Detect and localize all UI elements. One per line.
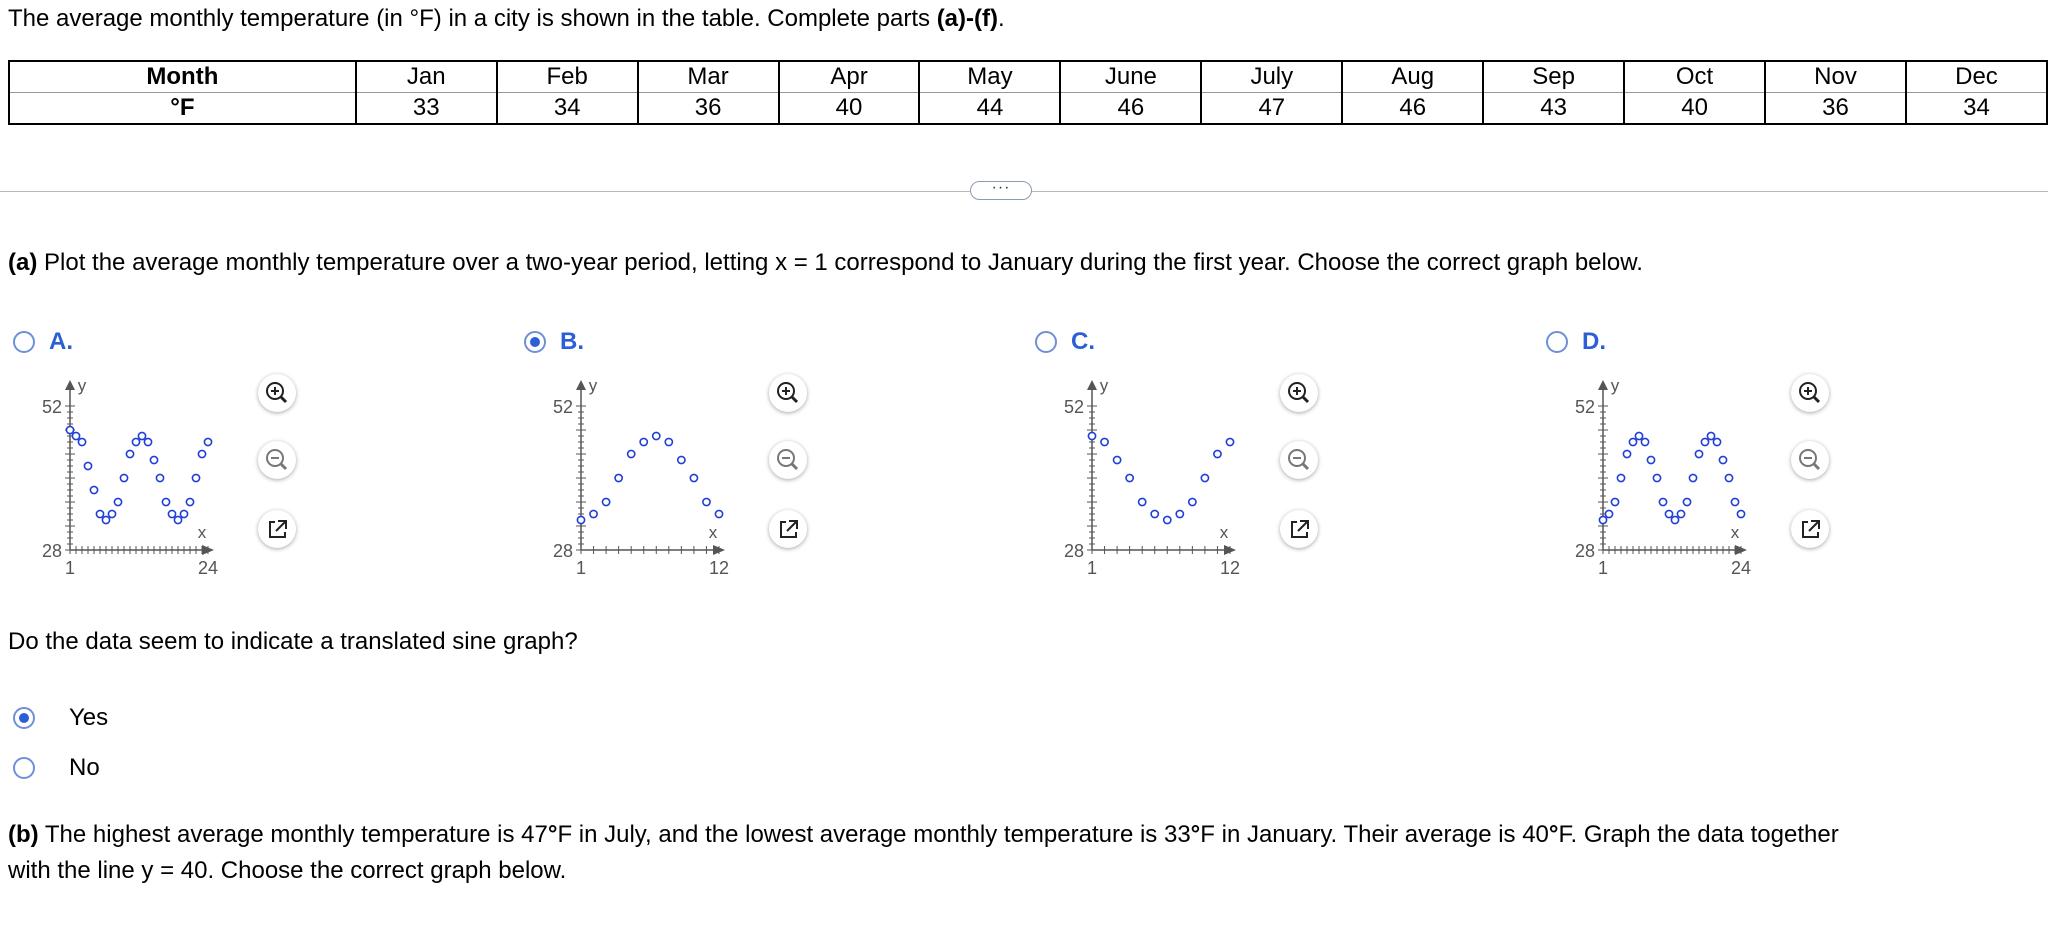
option-b-zoom-in-button[interactable] bbox=[769, 374, 807, 412]
data-point bbox=[1689, 474, 1696, 481]
y-axis-arrow bbox=[1598, 380, 1608, 390]
data-point bbox=[1164, 516, 1171, 523]
data-point bbox=[1725, 474, 1732, 481]
y-min-label: 28 bbox=[1574, 541, 1595, 561]
zoom-in-icon bbox=[1280, 374, 1318, 412]
data-point bbox=[1623, 450, 1630, 457]
option-a-graph bbox=[20, 370, 220, 580]
data-point bbox=[162, 498, 169, 505]
data-point bbox=[1695, 450, 1702, 457]
x-axis-name: x bbox=[1730, 523, 1740, 542]
data-point bbox=[602, 498, 609, 505]
y-axis-arrow bbox=[65, 380, 75, 390]
problem-intro bbox=[8, 4, 1005, 34]
data-point bbox=[150, 456, 157, 463]
option-c-zoom-in-button[interactable] bbox=[1280, 374, 1318, 412]
y-max-label: 52 bbox=[1574, 397, 1595, 417]
option-b-label[interactable]: B. bbox=[560, 328, 584, 355]
option-a-radio[interactable] bbox=[13, 331, 35, 353]
data-point bbox=[1176, 510, 1183, 517]
table-month-8: Sep bbox=[1483, 61, 1624, 93]
table-temp-8: 43 bbox=[1483, 93, 1624, 125]
option-b-graph bbox=[531, 370, 731, 580]
data-point bbox=[577, 516, 584, 523]
x-max-label: 24 bbox=[197, 558, 219, 578]
table-month-2: Mar bbox=[638, 61, 779, 93]
y-min-label: 28 bbox=[41, 541, 62, 561]
y-max-label: 52 bbox=[1063, 397, 1084, 417]
data-point bbox=[1659, 498, 1666, 505]
table-temp-9: 40 bbox=[1624, 93, 1765, 125]
option-a-open-window-button[interactable] bbox=[258, 510, 296, 548]
x-max-label: 24 bbox=[1730, 558, 1752, 578]
data-point bbox=[1599, 516, 1606, 523]
option-d-graph bbox=[1553, 370, 1753, 580]
option-d-radio[interactable] bbox=[1546, 331, 1568, 353]
table-month-7: Aug bbox=[1342, 61, 1483, 93]
table-month-0: Jan bbox=[356, 61, 497, 93]
data-point bbox=[1635, 432, 1642, 439]
option-c-zoom-out-button[interactable] bbox=[1280, 441, 1318, 479]
data-point bbox=[204, 438, 211, 445]
data-point bbox=[138, 432, 145, 439]
intro-text: The average monthly temperature (in °F) in a city is shown in the table. Complete parts bbox=[8, 5, 937, 32]
data-point bbox=[1617, 474, 1624, 481]
part-a-label: (a) bbox=[8, 249, 38, 276]
y-min-label: 28 bbox=[552, 541, 573, 561]
part-b-text-3: F in January. Their average is 40 bbox=[1200, 821, 1549, 848]
degree-symbol: ° bbox=[1548, 821, 1559, 848]
zoom-out-icon bbox=[769, 441, 807, 479]
data-point bbox=[1611, 498, 1618, 505]
data-point bbox=[1126, 474, 1133, 481]
data-point bbox=[590, 510, 597, 517]
data-point bbox=[1605, 510, 1612, 517]
answer-no-radio[interactable] bbox=[13, 757, 35, 779]
y-axis-name: y bbox=[1099, 376, 1109, 395]
data-point bbox=[678, 456, 685, 463]
data-point bbox=[1677, 510, 1684, 517]
y-min-label: 28 bbox=[1063, 541, 1084, 561]
table-month-9: Oct bbox=[1624, 61, 1765, 93]
data-point bbox=[1683, 498, 1690, 505]
data-point bbox=[96, 510, 103, 517]
temperature-table bbox=[8, 60, 2048, 125]
data-point bbox=[715, 510, 722, 517]
data-point bbox=[72, 432, 79, 439]
data-point bbox=[1201, 474, 1208, 481]
y-max-label: 52 bbox=[552, 397, 573, 417]
table-month-11: Dec bbox=[1906, 61, 2047, 93]
data-point bbox=[1671, 516, 1678, 523]
zoom-in-icon bbox=[258, 374, 296, 412]
data-point bbox=[653, 432, 660, 439]
data-point bbox=[615, 474, 622, 481]
table-temp-1: 34 bbox=[497, 93, 638, 125]
part-a-text: Plot the average monthly temperature over a two-year period, letting x = 1 correspond to January during the first year. Choose the correct graph below. bbox=[37, 249, 1643, 276]
data-point bbox=[168, 510, 175, 517]
y-axis-arrow bbox=[1087, 380, 1097, 390]
data-point bbox=[1214, 450, 1221, 457]
data-point bbox=[1665, 510, 1672, 517]
x-min-label: 1 bbox=[575, 558, 587, 578]
data-point bbox=[1647, 456, 1654, 463]
table-month-1: Feb bbox=[497, 61, 638, 93]
data-point bbox=[1226, 438, 1233, 445]
part-b-question-line1 bbox=[8, 817, 1839, 853]
data-point bbox=[1707, 432, 1714, 439]
zoom-out-icon bbox=[1791, 441, 1829, 479]
table-temp-0: 33 bbox=[356, 93, 497, 125]
option-b-radio[interactable] bbox=[524, 331, 546, 353]
degree-symbol: ° bbox=[547, 821, 558, 848]
data-point bbox=[640, 438, 647, 445]
data-point bbox=[192, 474, 199, 481]
data-point bbox=[180, 510, 187, 517]
option-a-zoom-out-button[interactable] bbox=[258, 441, 296, 479]
data-point bbox=[690, 474, 697, 481]
data-point bbox=[1719, 456, 1726, 463]
data-point bbox=[66, 426, 73, 433]
table-month-10: Nov bbox=[1765, 61, 1906, 93]
zoom-out-icon bbox=[1280, 441, 1318, 479]
x-max-label: 12 bbox=[1219, 558, 1241, 578]
y-axis-name: y bbox=[1610, 376, 1620, 395]
data-point bbox=[1151, 510, 1158, 517]
degree-symbol: ° bbox=[1190, 821, 1201, 848]
data-point bbox=[1653, 474, 1660, 481]
y-max-label: 52 bbox=[41, 397, 62, 417]
option-a-zoom-in-button[interactable] bbox=[258, 374, 296, 412]
table-temp-2: 36 bbox=[638, 93, 779, 125]
part-b-text-1: The highest average monthly temperature is 47 bbox=[38, 821, 548, 848]
data-point bbox=[78, 438, 85, 445]
data-point bbox=[1641, 438, 1648, 445]
option-b-open-window-button[interactable] bbox=[769, 510, 807, 548]
table-temp-5: 46 bbox=[1060, 93, 1201, 125]
table-month-4: May bbox=[919, 61, 1060, 93]
zoom-in-icon bbox=[769, 374, 807, 412]
expand-more-button[interactable]: ··· bbox=[970, 181, 1032, 200]
data-point bbox=[174, 516, 181, 523]
answer-yes-radio[interactable] bbox=[13, 707, 35, 729]
option-c-open-window-button[interactable] bbox=[1280, 510, 1318, 548]
data-point bbox=[1629, 438, 1636, 445]
data-point bbox=[120, 474, 127, 481]
y-axis-arrow bbox=[576, 380, 586, 390]
data-point bbox=[1113, 456, 1120, 463]
data-point bbox=[1731, 498, 1738, 505]
y-axis-name: y bbox=[77, 376, 87, 395]
open-new-window-icon bbox=[1280, 510, 1318, 548]
data-point bbox=[108, 510, 115, 517]
sine-question: Do the data seem to indicate a translated sine graph? bbox=[8, 628, 578, 655]
option-b-zoom-out-button[interactable] bbox=[769, 441, 807, 479]
answer-no-label[interactable]: No bbox=[69, 754, 100, 781]
intro-parts: (a)-(f) bbox=[936, 5, 998, 32]
option-d-open-window-button[interactable] bbox=[1791, 510, 1829, 548]
option-d-label[interactable]: D. bbox=[1582, 328, 1606, 355]
data-point bbox=[628, 450, 635, 457]
part-b-label: (b) bbox=[8, 821, 39, 848]
data-point bbox=[102, 516, 109, 523]
table-temp-7: 46 bbox=[1342, 93, 1483, 125]
data-point bbox=[1139, 498, 1146, 505]
data-point bbox=[1088, 432, 1095, 439]
table-temp-10: 36 bbox=[1765, 93, 1906, 125]
data-point bbox=[665, 438, 672, 445]
zoom-in-icon bbox=[1791, 374, 1829, 412]
part-b-question-line2: with the line y = 40. Choose the correct graph below. bbox=[8, 857, 567, 884]
x-axis-name: x bbox=[197, 523, 207, 542]
data-point bbox=[198, 450, 205, 457]
open-new-window-icon bbox=[1791, 510, 1829, 548]
open-new-window-icon bbox=[258, 510, 296, 548]
option-c-radio[interactable] bbox=[1035, 331, 1057, 353]
x-axis-name: x bbox=[1219, 523, 1229, 542]
option-c-label[interactable]: C. bbox=[1071, 328, 1095, 355]
data-point bbox=[1701, 438, 1708, 445]
data-point bbox=[703, 498, 710, 505]
data-point bbox=[1189, 498, 1196, 505]
data-point bbox=[144, 438, 151, 445]
data-point bbox=[1737, 510, 1744, 517]
answer-yes-label[interactable]: Yes bbox=[69, 704, 109, 731]
x-min-label: 1 bbox=[64, 558, 76, 578]
data-point bbox=[186, 498, 193, 505]
data-point bbox=[132, 438, 139, 445]
table-temp-4: 44 bbox=[919, 93, 1060, 125]
table-month-5: June bbox=[1060, 61, 1201, 93]
table-temp-6: 47 bbox=[1201, 93, 1342, 125]
part-b-text-4: F. Graph the data together bbox=[1558, 821, 1839, 848]
intro-period: . bbox=[998, 5, 1005, 32]
data-point bbox=[114, 498, 121, 505]
option-d-zoom-in-button[interactable] bbox=[1791, 374, 1829, 412]
x-axis-name: x bbox=[708, 523, 718, 542]
table-header-temp: °F bbox=[9, 93, 356, 125]
open-new-window-icon bbox=[769, 510, 807, 548]
table-header-month: Month bbox=[9, 61, 356, 93]
table-temp-3: 40 bbox=[779, 93, 920, 125]
data-point bbox=[84, 462, 91, 469]
part-a-question bbox=[8, 245, 1643, 281]
option-d-zoom-out-button[interactable] bbox=[1791, 441, 1829, 479]
table-month-6: July bbox=[1201, 61, 1342, 93]
data-point bbox=[1101, 438, 1108, 445]
data-point bbox=[126, 450, 133, 457]
option-c-graph bbox=[1042, 370, 1242, 580]
zoom-out-icon bbox=[258, 441, 296, 479]
table-temp-11: 34 bbox=[1906, 93, 2047, 125]
part-b-text-2: F in July, and the lowest average monthly temperature is 33 bbox=[557, 821, 1191, 848]
x-min-label: 1 bbox=[1597, 558, 1609, 578]
table-month-3: Apr bbox=[779, 61, 920, 93]
data-point bbox=[90, 486, 97, 493]
option-a-label[interactable]: A. bbox=[49, 328, 73, 355]
x-min-label: 1 bbox=[1086, 558, 1098, 578]
data-point bbox=[156, 474, 163, 481]
y-axis-name: y bbox=[588, 376, 598, 395]
x-max-label: 12 bbox=[708, 558, 730, 578]
data-point bbox=[1713, 438, 1720, 445]
